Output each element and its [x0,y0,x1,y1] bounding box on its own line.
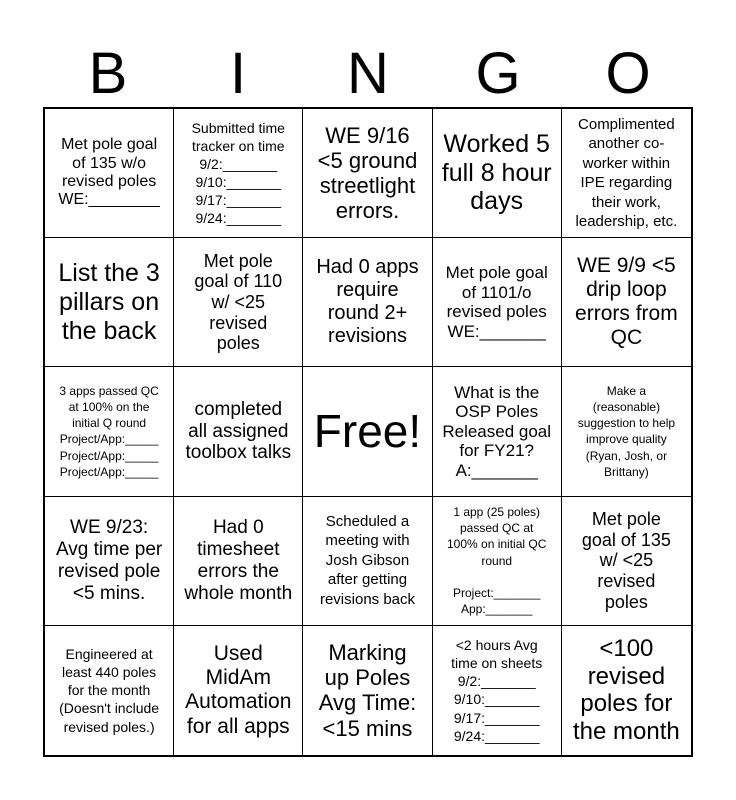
bingo-cell[interactable]: Met pole goal of 135 w/ <25 revised poles [562,497,691,626]
bingo-card [43,107,693,757]
bingo-cell[interactable]: Used MidAm Automation for all apps [174,626,303,755]
bingo-cell[interactable]: 3 apps passed QC at 100% on the initial Q round Project/App:_____ Project/App:_____ Project/App:_____ [45,367,174,496]
bingo-cell[interactable]: Make a (reasonable) suggestion to help improve quality (Ryan, Josh, or Brittany) [562,367,691,496]
bingo-header [43,42,693,106]
bingo-cell[interactable]: WE 9/9 <5 drip loop errors from QC [562,238,691,367]
bingo-cell[interactable]: Met pole goal of 110 w/ <25 revised poles [174,238,303,367]
header-letter-o: O [605,41,651,106]
header-letter-g: G [475,41,521,106]
bingo-cell[interactable]: <2 hours Avg time on sheets 9/2:_______ 9/10:_______ 9/17:_______ 9/24:_______ [433,626,562,755]
bingo-cell[interactable]: Marking up Poles Avg Time: <15 mins [303,626,432,755]
bingo-cell[interactable]: Met pole goal of 135 w/o revised poles WE:________ [45,109,174,238]
bingo-cell[interactable]: Scheduled a meeting with Josh Gibson after getting revisions back [303,497,432,626]
bingo-cell[interactable]: WE 9/16 <5 ground streetlight errors. [303,109,432,238]
bingo-cell[interactable]: Worked 5 full 8 hour days [433,109,562,238]
bingo-cell[interactable]: <100 revised poles for the month [573,635,680,745]
bingo-cell[interactable]: List the 3 pillars on the back [45,238,174,367]
header-letter-n: N [347,41,389,106]
header-letter-b: B [88,41,128,106]
bingo-cell[interactable]: completed all assigned toolbox talks [174,367,303,496]
bingo-cell[interactable]: Engineered at least 440 poles for the month (Doesn't include revised poles.) [45,626,174,755]
header-letter-i: I [229,41,247,106]
bingo-cell[interactable]: What is the OSP Poles Released goal for FY21? A:_______ [433,367,562,496]
bingo-cell[interactable]: Met pole goal of 1101/o revised poles WE:_______ [433,238,562,367]
bingo-cell[interactable]: WE 9/23: Avg time per revised pole <5 mins. [45,497,174,626]
bingo-cell[interactable]: Complimented another co- worker within IPE regarding their work, leadership, etc. [562,109,691,238]
bingo-cell[interactable]: 1 app (25 poles) passed QC at 100% on initial QC round Project:_______ App:_______ [433,497,562,626]
bingo-cell[interactable]: Submitted time tracker on time 9/2:_______ 9/10:_______ 9/17:_______ 9/24:_______ [174,109,303,238]
free-space[interactable]: Free! [303,367,432,496]
bingo-cell[interactable]: Had 0 apps require round 2+ revisions [303,238,432,367]
bingo-cell[interactable]: Had 0 timesheet errors the whole month [174,497,303,626]
